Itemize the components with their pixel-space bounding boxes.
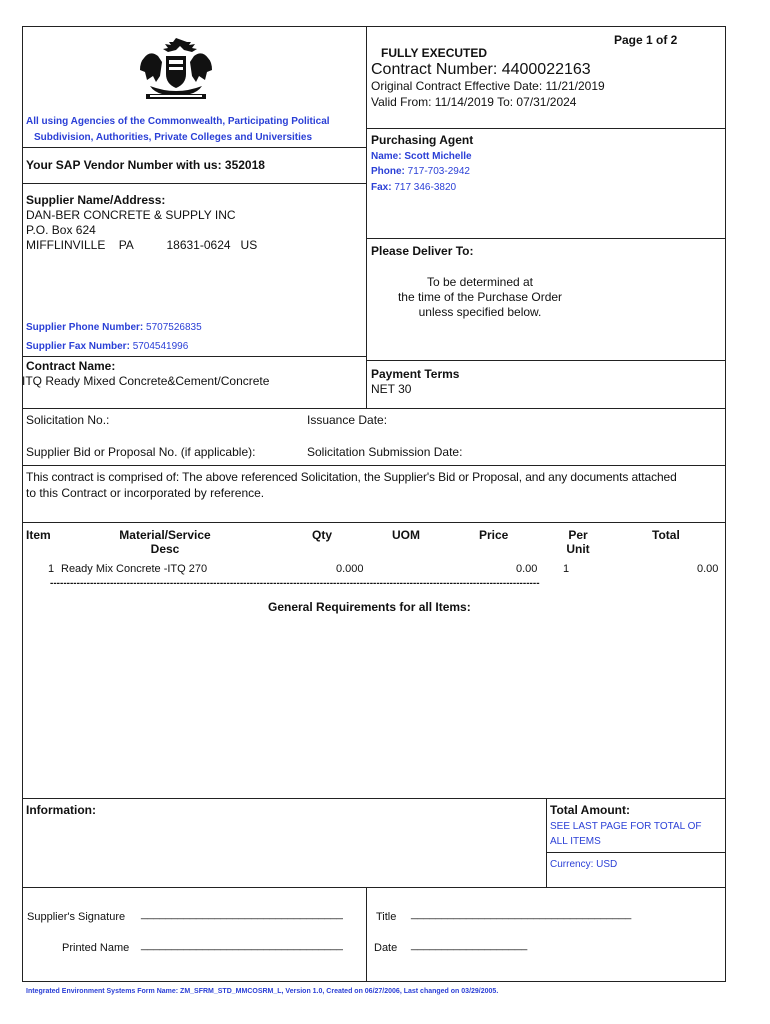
currency: Currency: USD bbox=[550, 859, 618, 870]
row-total: 0.00 bbox=[697, 563, 719, 575]
valid-range: Valid From: 11/14/2019 To: 07/31/2024 bbox=[371, 95, 577, 109]
printed-name-field[interactable]: _________________________________ bbox=[141, 939, 343, 951]
signature-top-line bbox=[22, 887, 726, 888]
payment-top-line bbox=[366, 360, 726, 361]
supplier-name: DAN-BER CONCRETE & SUPPLY INC bbox=[26, 208, 236, 222]
solicitation-top-line bbox=[22, 408, 726, 409]
total-divider bbox=[546, 798, 547, 888]
row-price: 0.00 bbox=[516, 563, 538, 575]
total-note-1: SEE LAST PAGE FOR TOTAL OF bbox=[550, 821, 702, 832]
row-qty: 0.000 bbox=[336, 563, 364, 575]
contract-number: Contract Number: 4400022163 bbox=[371, 61, 591, 78]
contract-name-value: ITQ Ready Mixed Concrete&Cement/Concrete bbox=[22, 374, 270, 388]
agent-name: Name: Scott Michelle bbox=[371, 151, 472, 162]
purchasing-agent-title: Purchasing Agent bbox=[371, 133, 474, 147]
supplier-fax: Supplier Fax Number: 5704541996 bbox=[26, 341, 189, 352]
agent-fax: Fax: 717 346-3820 bbox=[371, 182, 457, 193]
col-item: Item bbox=[26, 528, 51, 542]
supplier-phone: Supplier Phone Number: 5707526835 bbox=[26, 322, 202, 333]
total-note-2: ALL ITEMS bbox=[550, 836, 601, 847]
signature-divider bbox=[366, 887, 367, 982]
deliver-top-line bbox=[366, 238, 726, 239]
info-top-line bbox=[22, 798, 726, 799]
supplier-bid-no: Supplier Bid or Proposal No. (if applicable): bbox=[26, 445, 256, 459]
submission-date: Solicitation Submission Date: bbox=[307, 445, 463, 459]
col-qty: Qty bbox=[312, 528, 333, 542]
currency-top-line bbox=[546, 852, 726, 853]
agencies-line-2: Subdivision, Authorities, Private Colleges and Universities bbox=[34, 132, 313, 143]
supplier-city: MIFFLINVILLE PA 18631-0624 US bbox=[26, 238, 258, 252]
frame-top bbox=[22, 26, 726, 27]
col-total: Total bbox=[652, 528, 680, 542]
col-uom: UOM bbox=[392, 528, 420, 542]
col-price: Price bbox=[479, 528, 509, 542]
frame-right bbox=[725, 26, 726, 982]
deliver-title: Please Deliver To: bbox=[371, 244, 474, 258]
title-field[interactable]: ____________________________________ bbox=[411, 908, 632, 920]
contract-name-top-line bbox=[22, 356, 367, 357]
agent-phone: Phone: 717-703-2942 bbox=[371, 166, 470, 177]
supplier-box: P.O. Box 624 bbox=[26, 223, 96, 237]
items-top-line bbox=[22, 522, 726, 523]
vendor-number: Your SAP Vendor Number with us: 352018 bbox=[26, 158, 265, 172]
frame-left bbox=[22, 26, 23, 982]
status-label: FULLY EXECUTED bbox=[381, 46, 488, 60]
item-separator: --------------------------------------------------------------------------------------------------------------------------------------------------- bbox=[50, 578, 540, 589]
header-divider bbox=[366, 26, 367, 408]
deliver-line-1: To be determined at bbox=[426, 275, 534, 289]
agent-top-line bbox=[366, 128, 726, 129]
col-desc: Material/Service Desc bbox=[119, 528, 211, 556]
general-requirements: General Requirements for all Items: bbox=[268, 600, 471, 614]
information-title: Information: bbox=[26, 803, 96, 817]
col-per-unit: Per Unit bbox=[566, 528, 590, 556]
total-amount-title: Total Amount: bbox=[550, 803, 630, 817]
comprised-line-1: This contract is comprised of: The above referenced Solicitation, the Supplier's Bid or Proposal, and any documents attached bbox=[26, 470, 677, 484]
row-desc: Ready Mix Concrete -ITQ 270 bbox=[61, 563, 208, 575]
pennsylvania-seal-icon bbox=[136, 36, 216, 102]
vendor-top-line bbox=[22, 147, 367, 148]
page-number: Page 1 of 2 bbox=[614, 33, 678, 47]
vendor-bottom-line bbox=[22, 183, 367, 184]
frame-bottom bbox=[22, 981, 726, 982]
supplier-title: Supplier Name/Address: bbox=[26, 193, 166, 207]
date-field[interactable]: ___________________ bbox=[411, 939, 528, 951]
printed-name-label: Printed Name bbox=[62, 942, 130, 954]
supplier-signature-label: Supplier's Signature bbox=[27, 911, 126, 923]
supplier-signature-field[interactable]: _________________________________ bbox=[141, 908, 343, 920]
contract-name-title: Contract Name: bbox=[26, 359, 116, 373]
comprised-line-2: to this Contract or incorporated by reference. bbox=[26, 486, 265, 500]
comprised-top-line bbox=[22, 465, 726, 466]
deliver-line-3: unless specified below. bbox=[418, 305, 542, 319]
agencies-line-1: All using Agencies of the Commonwealth, Participating Political bbox=[26, 116, 330, 127]
form-footer: Integrated Environment Systems Form Name: ZM_SFRM_STD_MMCOSRM_L, Version 1.0, Created on 06/27/2006, Last changed on 03/29/2005. bbox=[26, 988, 499, 995]
payment-terms-title: Payment Terms bbox=[371, 367, 460, 381]
row-per: 1 bbox=[563, 563, 570, 575]
effective-date: Original Contract Effective Date: 11/21/2019 bbox=[371, 79, 605, 93]
date-label: Date bbox=[374, 942, 398, 954]
payment-terms-value: NET 30 bbox=[371, 382, 412, 396]
deliver-line-2: the time of the Purchase Order bbox=[397, 290, 563, 304]
row-item: 1 bbox=[48, 563, 55, 575]
title-label: Title bbox=[376, 911, 397, 923]
issuance-date: Issuance Date: bbox=[307, 413, 388, 427]
solicitation-no: Solicitation No.: bbox=[26, 413, 110, 427]
